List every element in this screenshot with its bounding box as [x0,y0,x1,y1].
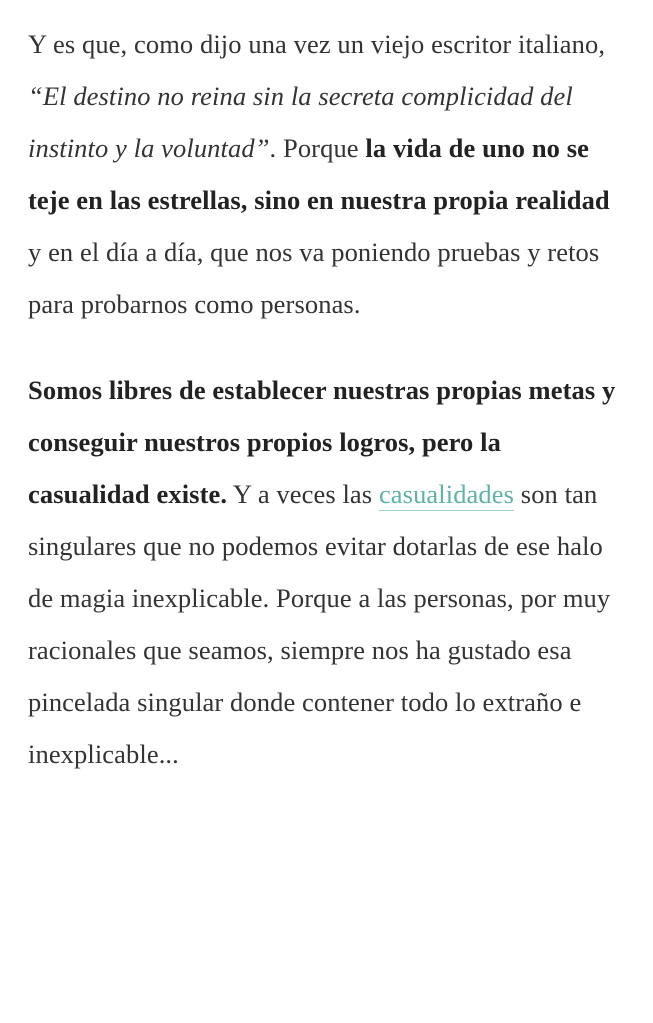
paragraph-2 [28,364,625,780]
text-run: Y a veces las [227,479,379,509]
paragraph-1 [28,18,625,330]
text-run: son tan singulares que no podemos evitar dotarlas de ese halo de magia inexplicable. Porque a las personas, por muy racionales que seamos, siempre nos ha gustado esa pincelada singular donde contener todo lo extraño e inexplicable... [28,479,611,769]
emphasis-bold: la vida de uno no se teje en las estrellas, sino en nuestra propia realidad [28,133,610,215]
inline-link[interactable]: casualidades [378,479,515,509]
text-run: Y es que, como dijo una vez un viejo escritor italiano, [28,29,606,59]
quote-italic: “El destino no reina sin la secreta complicidad del instinto y la voluntad” [28,81,573,163]
text-run: y en el día a día, que nos va poniendo pruebas y retos para probarnos como personas. [28,237,600,319]
text-run: . Porque [269,133,366,163]
emphasis-bold: Somos libres de establecer nuestras propias metas y conseguir nuestros propios logros, pero la casualidad existe. [28,375,616,509]
